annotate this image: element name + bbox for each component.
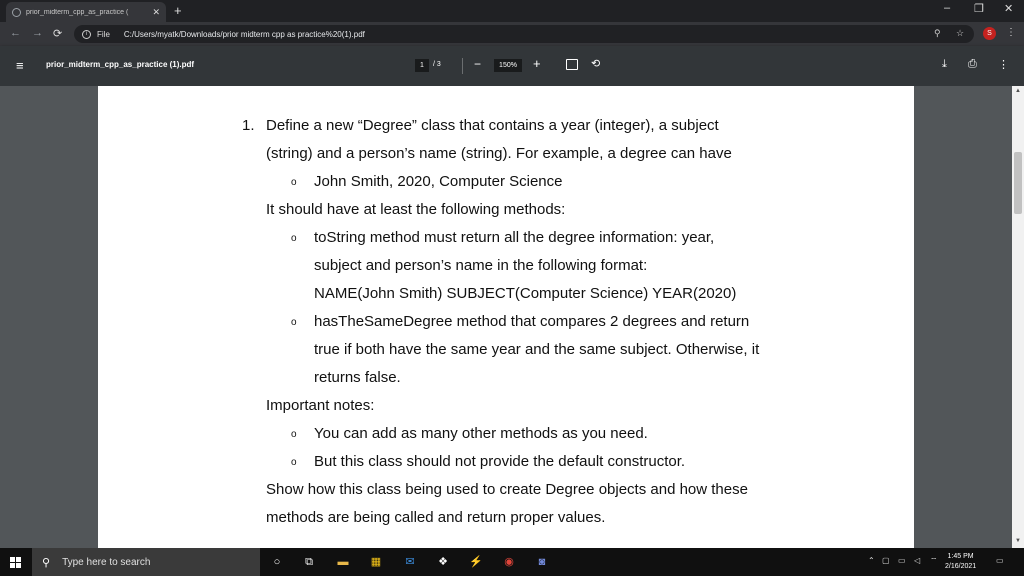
tray-app-icon[interactable]: ▢ xyxy=(882,556,890,565)
restore-icon[interactable]: ❐ xyxy=(974,3,984,15)
bullet-marker: o xyxy=(291,429,297,440)
doc-line: It should have at least the following methods: xyxy=(266,201,566,218)
bookmark-star-icon[interactable]: ☆ xyxy=(956,28,965,38)
dropbox-icon[interactable]: ❖ xyxy=(438,556,448,568)
doc-line: hasTheSameDegree method that compares 2 degrees and return xyxy=(314,313,750,330)
doc-line: NAME(John Smith) SUBJECT(Computer Science) YEAR(2020) xyxy=(314,285,737,302)
doc-line: Define a new “Degree” class that contains a year (integer), a subject xyxy=(266,117,719,134)
fit-page-icon[interactable] xyxy=(566,59,578,70)
search-placeholder: Type here to search xyxy=(62,556,151,568)
rotate-icon[interactable]: ⟲ xyxy=(591,58,601,70)
minimize-icon[interactable]: – xyxy=(944,2,951,14)
discord-icon[interactable]: ◙ xyxy=(538,556,546,568)
store-icon[interactable]: ▦ xyxy=(370,556,382,568)
cortana-icon[interactable]: ○ xyxy=(273,556,281,568)
scrollbar-thumb[interactable] xyxy=(1014,152,1022,214)
task-view-icon[interactable]: ⧉ xyxy=(305,556,313,568)
pdf-toolbar xyxy=(0,46,1024,86)
doc-line: returns false. xyxy=(314,369,401,386)
file-scheme-label: File xyxy=(97,29,110,39)
close-window-icon[interactable]: ✕ xyxy=(1004,3,1014,15)
power-automate-icon[interactable]: ⚡ xyxy=(469,556,483,568)
pdf-viewer[interactable] xyxy=(0,86,1024,548)
system-clock[interactable] xyxy=(945,552,976,572)
browser-menu-icon[interactable]: ⋮ xyxy=(1006,27,1016,38)
doc-line: subject and person’s name in the following format: xyxy=(314,257,648,274)
doc-line: Show how this class being used to create Degree objects and how these xyxy=(266,481,748,498)
bullet-marker: o xyxy=(291,457,297,468)
bullet-marker: o xyxy=(291,233,297,244)
wifi-icon[interactable]: ⌔ xyxy=(930,556,938,565)
print-icon[interactable]: ⎙ xyxy=(968,58,977,70)
page-total: / 3 xyxy=(433,61,441,68)
chrome-icon[interactable]: ◉ xyxy=(504,556,514,568)
zoom-out-button[interactable]: − xyxy=(474,57,482,71)
doc-line: John Smith, 2020, Computer Science xyxy=(314,173,563,190)
download-icon[interactable]: ⤓ xyxy=(942,58,947,70)
taskbar-search-box[interactable] xyxy=(32,548,260,576)
reload-icon[interactable]: ⟳ xyxy=(53,28,63,40)
forward-icon[interactable]: → xyxy=(32,27,43,39)
bullet-marker: o xyxy=(291,177,297,188)
profile-avatar[interactable]: S xyxy=(983,27,996,40)
clock-date: 2/16/2021 xyxy=(945,563,977,570)
pdf-more-icon[interactable]: ⋮ xyxy=(998,59,1009,71)
bullet-marker: o xyxy=(291,317,297,328)
url-text[interactable]: C:/Users/myatk/Downloads/prior midterm cpp as practice%20(1).pdf xyxy=(123,29,365,39)
doc-line: You can add as many other methods as you need. xyxy=(314,425,648,442)
taskbar xyxy=(0,548,1024,576)
file-explorer-icon[interactable]: ▬ xyxy=(337,556,349,568)
volume-icon[interactable]: ◁ xyxy=(914,556,921,565)
scroll-down-icon[interactable]: ▼ xyxy=(1015,538,1021,544)
tray-chevron-icon[interactable]: ⌃ xyxy=(868,556,875,565)
doc-line: Important notes: xyxy=(266,397,375,414)
mail-icon[interactable]: ✉ xyxy=(405,556,415,568)
clock-time: 1:45 PM xyxy=(947,553,974,560)
info-icon[interactable]: i xyxy=(82,30,91,39)
windows-start-icon[interactable] xyxy=(10,557,21,568)
tab-strip xyxy=(0,0,1024,22)
new-tab-button[interactable]: + xyxy=(174,3,182,18)
back-icon[interactable]: ← xyxy=(10,27,21,39)
doc-line: But this class should not provide the default constructor. xyxy=(314,453,686,470)
toolbar-divider xyxy=(462,58,463,74)
pdf-page xyxy=(98,86,914,548)
question-number: 1. xyxy=(242,117,255,134)
hamburger-menu-icon[interactable]: ≡ xyxy=(16,58,24,73)
zoom-level-input[interactable]: 150% xyxy=(494,59,522,72)
omnibox[interactable] xyxy=(74,25,974,43)
zoom-in-button[interactable]: + xyxy=(533,56,541,71)
vertical-scrollbar[interactable] xyxy=(1012,86,1024,548)
scroll-up-icon[interactable]: ▲ xyxy=(1015,88,1021,94)
tab-close-icon[interactable]: ✕ xyxy=(152,6,160,17)
page-number-input[interactable]: 1 xyxy=(415,59,429,72)
tab-favicon-icon xyxy=(12,8,21,17)
doc-line: methods are being called and return proper values. xyxy=(266,509,606,526)
zoom-lens-icon[interactable]: ⚲ xyxy=(934,28,941,38)
address-bar-row xyxy=(0,22,1024,46)
pdf-filename: prior_midterm_cpp_as_practice (1).pdf xyxy=(46,60,195,69)
tab-title: prior_midterm_cpp_as_practice ( xyxy=(26,8,129,16)
doc-line: (string) and a person’s name (string). For example, a degree can have xyxy=(266,145,732,162)
search-icon: ⚲ xyxy=(42,556,51,569)
network-icon[interactable]: ▭ xyxy=(898,556,906,565)
doc-line: true if both have the same year and the same subject. Otherwise, it xyxy=(314,341,760,358)
doc-line: toString method must return all the degree information: year, xyxy=(314,229,715,246)
browser-tab[interactable] xyxy=(6,2,166,22)
notification-icon[interactable]: ▭ xyxy=(996,556,1004,565)
